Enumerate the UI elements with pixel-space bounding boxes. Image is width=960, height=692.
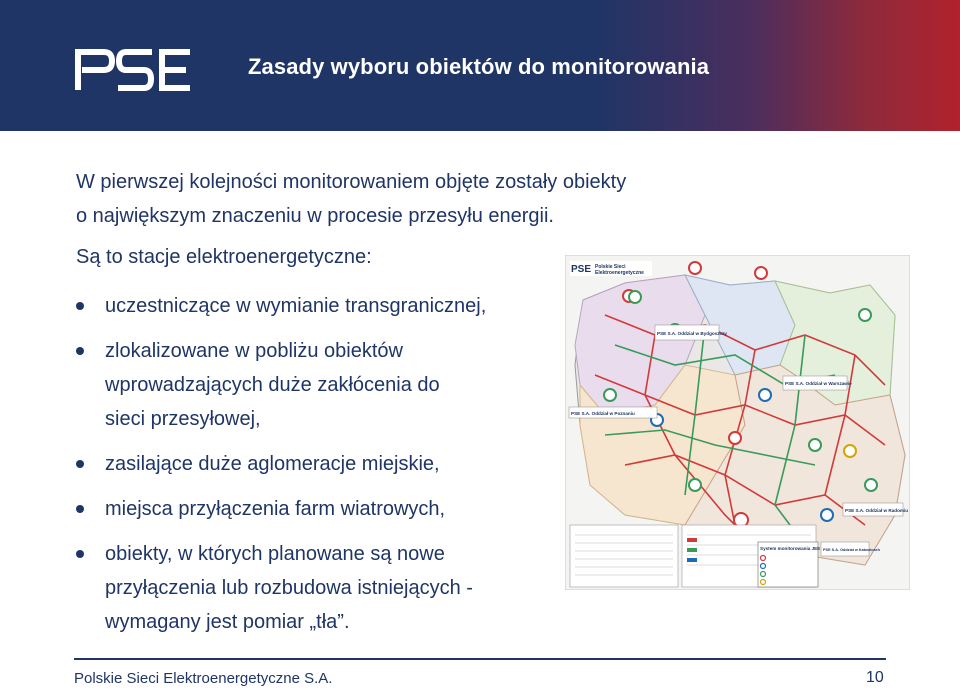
bullet-icon (76, 550, 84, 558)
footer-company: Polskie Sieci Elektroenergetyczne S.A. (74, 670, 333, 687)
intro-text (76, 165, 776, 233)
list-item-line: zlokalizowane w pobliżu obiektów (105, 340, 403, 362)
station-icon (755, 267, 767, 279)
intro-line: W pierwszej kolejności monitorowaniem objęte zostały obiekty (76, 171, 627, 193)
station-icon (821, 509, 833, 521)
list-item-line: wymagany jest pomiar „tła”. (105, 611, 350, 633)
label-poznan: PSE S.A. Oddział w Poznaniu (571, 411, 635, 416)
bullet-icon (76, 505, 84, 513)
list-item (76, 492, 556, 526)
legend-title: System monitorowania JEE (760, 546, 821, 551)
station-icon (759, 389, 771, 401)
list-item (76, 289, 556, 323)
pse-logo (74, 46, 192, 92)
list-item-line: obiekty, w których planowane są nowe (105, 543, 445, 565)
label-katowice: PSE S.A. Oddział w Katowicach (823, 548, 880, 552)
label-bydgoszcz: PSE S.A. Oddział w Bydgoszczy (657, 331, 727, 336)
station-icon (859, 309, 871, 321)
list-item-line: przyłączenia lub rozbudowa istniejących - (105, 577, 473, 599)
header-bar (0, 0, 960, 131)
list-item-line: wprowadzających duże zakłócenia do (105, 374, 440, 396)
station-icon (689, 262, 701, 274)
station-icon (689, 479, 701, 491)
map-logo-line: Polskie Sieci (595, 264, 626, 270)
station-icon (844, 445, 856, 457)
bullet-icon (76, 347, 84, 355)
label-warszawa: PSE S.A. Oddział w Warszawie (785, 381, 852, 386)
intro-line: o największym znaczeniu w procesie przesyłu energii. (76, 205, 554, 227)
station-icon (604, 389, 616, 401)
map-logo-text: PSE (571, 264, 592, 275)
bullet-icon (76, 460, 84, 468)
page-number: 10 (866, 669, 884, 686)
station-icon (629, 291, 641, 303)
power-grid-map (565, 255, 910, 590)
list-item-line: uczestniczące w wymianie transgranicznej, (105, 295, 487, 317)
criteria-list (76, 289, 556, 650)
footer-divider (74, 658, 886, 660)
list-item-line: zasilające duże aglomeracje miejskie, (105, 453, 440, 475)
list-item-line: miejsca przyłączenia farm wiatrowych, (105, 498, 446, 520)
page-title: Zasady wyboru obiektów do monitorowania (248, 54, 710, 79)
bullet-icon (76, 302, 84, 310)
list-item (76, 334, 556, 436)
station-icon (809, 439, 821, 451)
lead-text: Są to stacje elektroenergetyczne: (76, 246, 372, 268)
list-item-line: sieci przesyłowej, (105, 408, 261, 430)
map-logo-line: Elektroenergetyczne (595, 270, 644, 276)
label-radom: PSE S.A. Oddział w Radomiu (845, 508, 909, 513)
list-item (76, 537, 556, 639)
station-icon (729, 432, 741, 444)
station-icon (865, 479, 877, 491)
list-item (76, 447, 556, 481)
